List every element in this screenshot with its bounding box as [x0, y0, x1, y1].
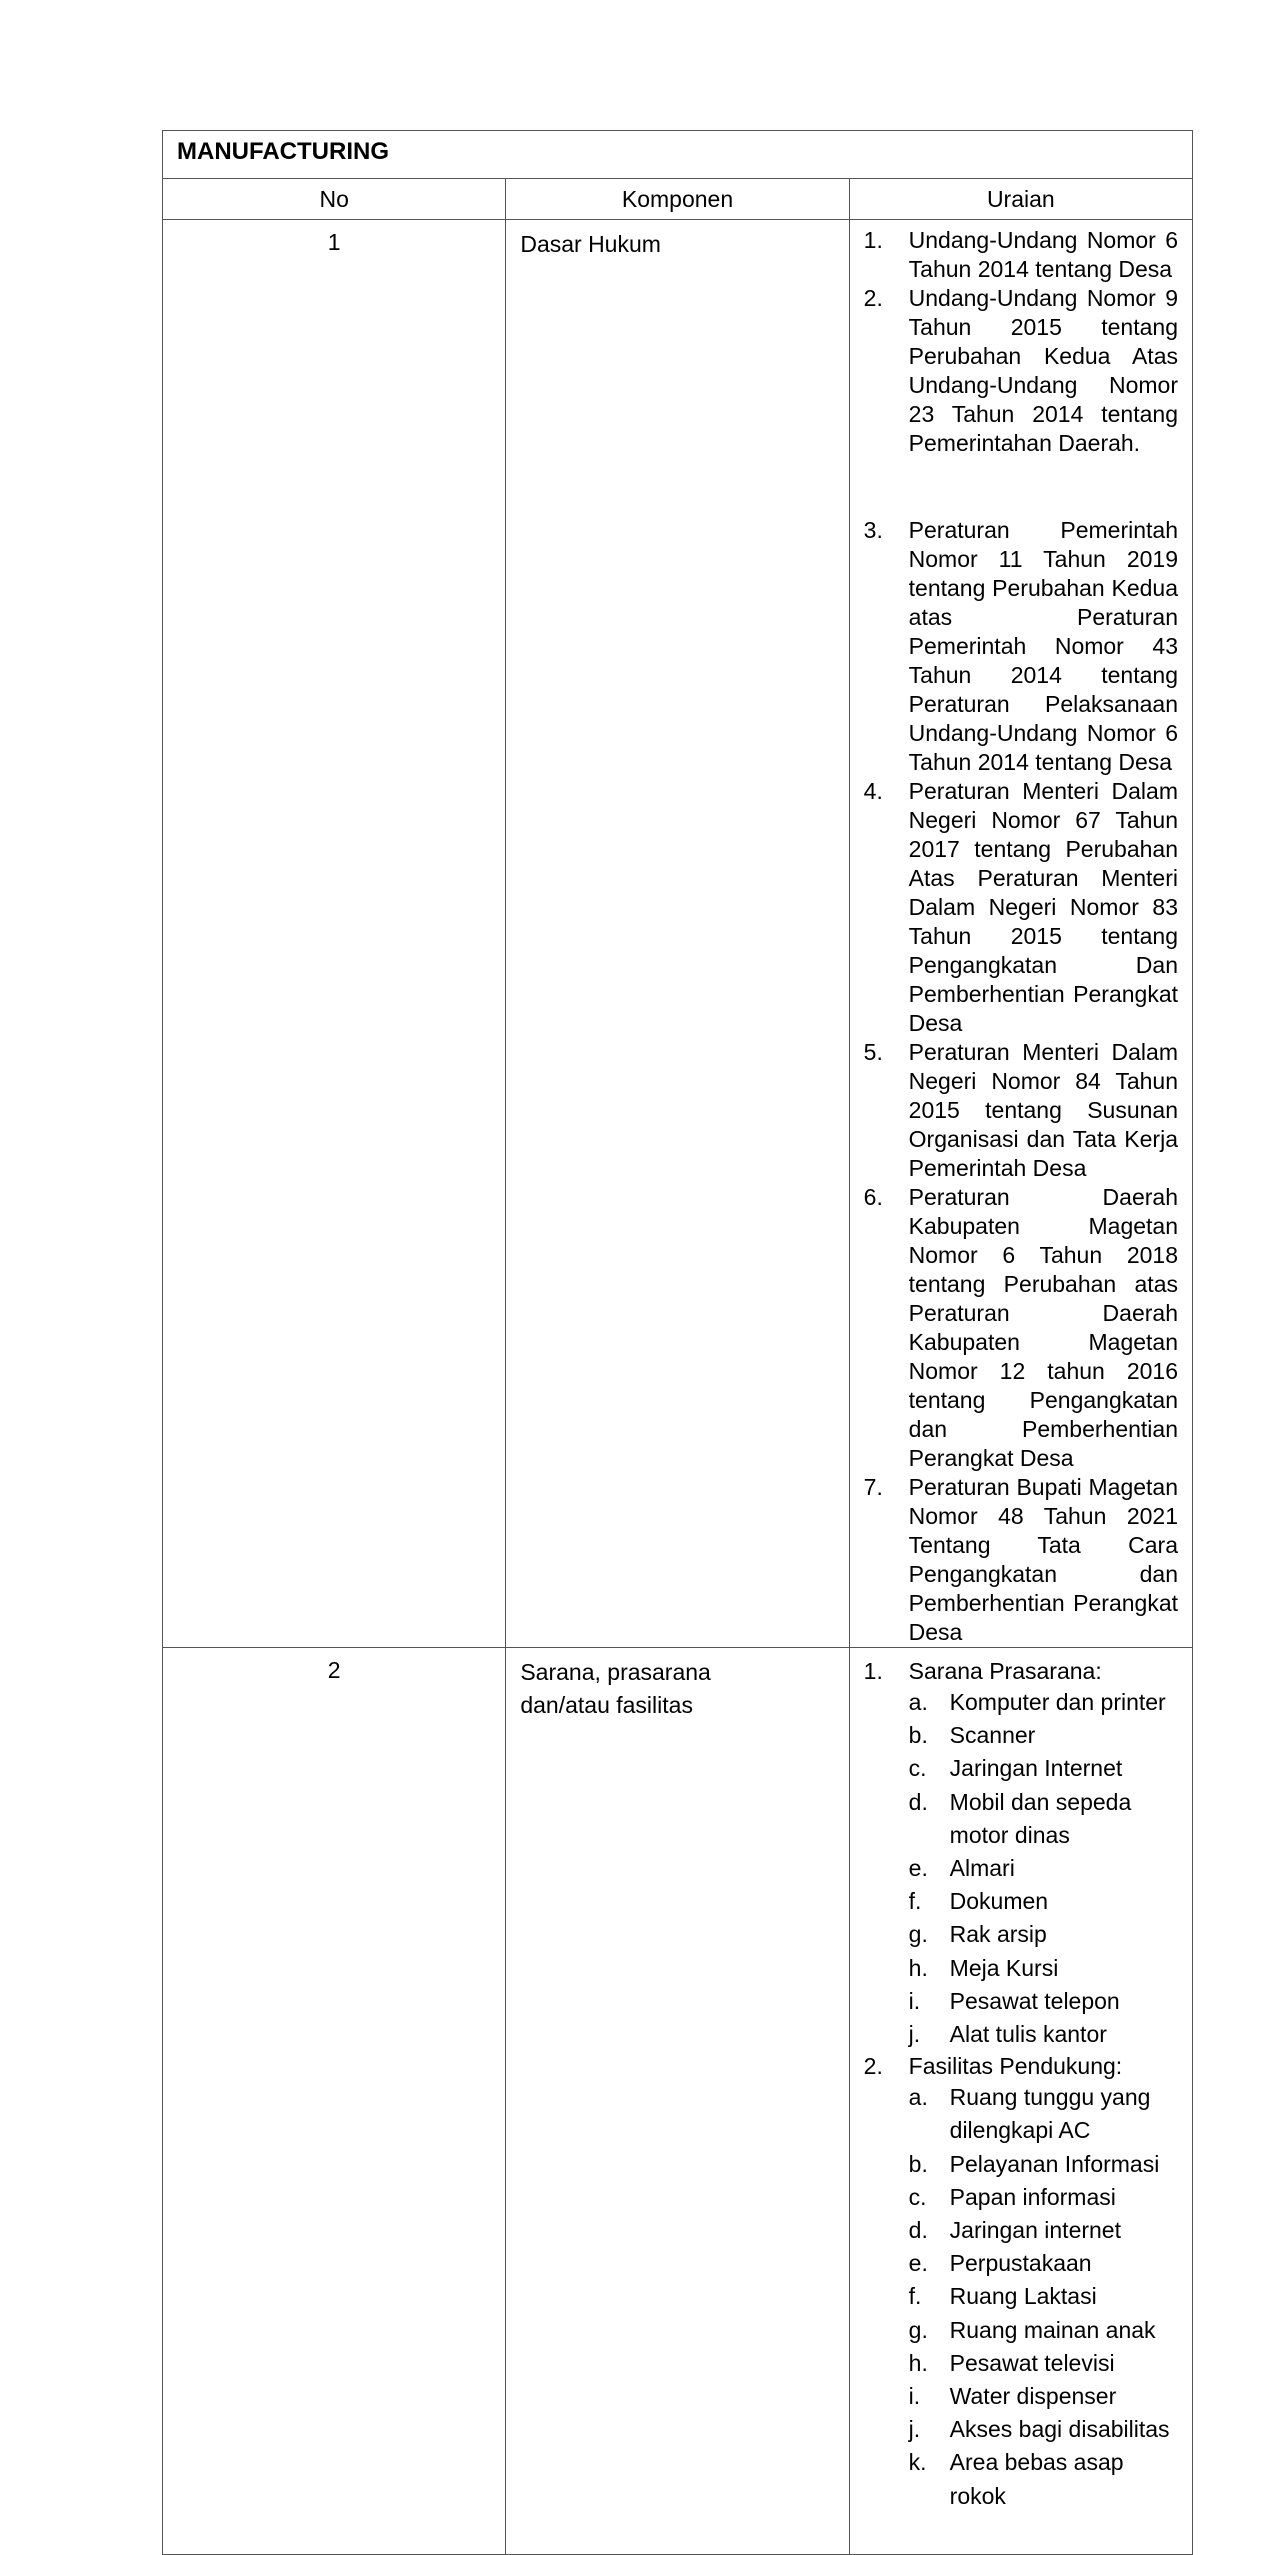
facility-sublist [864, 1686, 1178, 2051]
list-item [909, 2247, 1178, 2280]
list-item [909, 2380, 1178, 2413]
item-text: Ruang tunggu yang dilengkapi AC [949, 2084, 1151, 2144]
item-number: 5. [863, 1039, 883, 1065]
header-uraian: Uraian [849, 179, 1192, 220]
row-komponen [506, 220, 849, 1648]
item-letter: f. [908, 2283, 922, 2310]
item-text: Area bebas asap rokok [949, 2449, 1124, 2509]
list-item [909, 1885, 1178, 1918]
item-number: 2. [863, 285, 883, 311]
item-text: Almari [949, 1855, 1015, 1882]
list-item [909, 1686, 1178, 1719]
facility-sublist [864, 2081, 1178, 2513]
list-item [864, 1183, 1178, 1473]
item-letter: a. [908, 2084, 928, 2111]
table-row [163, 1648, 1193, 2555]
table-row [163, 220, 1193, 1648]
item-number: 6. [863, 1184, 883, 1210]
item-text: Rak arsip [949, 1921, 1047, 1948]
item-letter: g. [908, 1921, 928, 1948]
item-text: Undang-Undang Nomor 9 Tahun 2015 tentang Perubahan Kedua Atas Undang-Undang Nomor 23 Tahun 2014 tentang Pemerintahan Daerah. [908, 285, 1178, 456]
list-item [864, 516, 1178, 777]
item-letter: d. [908, 1788, 928, 1815]
row-number: 1 [163, 220, 506, 1648]
komponen-label-line1: Sarana, prasarana [520, 1659, 711, 1685]
list-item [864, 284, 1178, 458]
row-number: 2 [163, 1648, 506, 2555]
item-number: 7. [863, 1474, 883, 1500]
list-item [864, 1473, 1178, 1647]
item-number: 3. [863, 517, 883, 543]
header-no: No [163, 179, 506, 220]
list-item [909, 2413, 1178, 2446]
item-text: Dokumen [949, 1888, 1049, 1915]
item-text: Meja Kursi [949, 1954, 1059, 1981]
row-uraian [849, 220, 1192, 1648]
list-item [909, 2148, 1178, 2181]
list-item [909, 2280, 1178, 2313]
list-item [909, 1918, 1178, 1951]
item-letter: j. [908, 2021, 921, 2048]
item-text: Peraturan Menteri Dalam Negeri Nomor 84 Tahun 2015 tentang Susunan Organisasi dan Tata Kerja Pemerintah Desa [908, 1039, 1178, 1181]
row-komponen [506, 1648, 849, 2555]
facility-group [864, 2051, 1178, 2513]
item-text: Peraturan Bupati Magetan Nomor 48 Tahun 2021 Tentang Tata Cara Pengangkatan dan Pemberhentian Perangkat Desa [908, 1474, 1178, 1645]
group-heading: Fasilitas Pendukung: [908, 2053, 1123, 2080]
legal-basis-list [850, 220, 1192, 1647]
item-text: Ruang Laktasi [949, 2283, 1097, 2310]
list-item [909, 2314, 1178, 2347]
item-letter: e. [908, 1855, 928, 1882]
item-letter: b. [908, 2150, 928, 2177]
list-item [909, 1719, 1178, 1752]
group-heading: Sarana Prasarana: [908, 1658, 1102, 1684]
facilities-list [850, 1648, 1192, 2513]
list-item [909, 2214, 1178, 2247]
item-text: Alat tulis kantor [949, 2021, 1107, 2048]
row-uraian [849, 1648, 1192, 2555]
item-letter: h. [908, 2349, 928, 2376]
item-letter: e. [908, 2250, 928, 2277]
item-letter: d. [908, 2217, 928, 2244]
item-letter: i. [908, 1987, 921, 2014]
item-text: Komputer dan printer [949, 1689, 1166, 1715]
list-item [909, 1852, 1178, 1885]
item-letter: c. [908, 1755, 927, 1782]
list-item [909, 1752, 1178, 1785]
item-text: Peraturan Pemerintah Nomor 11 Tahun 2019 tentang Perubahan Kedua atas Peraturan Pemerintah Nomor 43 Tahun 2014 tentang Peraturan Pelaksanaan Undang-Undang Nomor 6 Tahun 2014 tentang Desa [908, 517, 1178, 775]
item-number: 4. [863, 778, 883, 804]
manufacturing-table [162, 130, 1193, 2555]
item-text: Jaringan internet [949, 2217, 1121, 2244]
list-item [909, 2347, 1178, 2380]
list-item [909, 1985, 1178, 2018]
item-text: Perpustakaan [949, 2250, 1092, 2277]
list-item [909, 2446, 1178, 2512]
item-text: Jaringan Internet [949, 1755, 1123, 1782]
item-letter: j. [908, 2416, 921, 2443]
item-text: Water dispenser [949, 2383, 1117, 2410]
item-text: Papan informasi [949, 2183, 1116, 2210]
group-number: 2. [863, 2053, 883, 2080]
item-text: Pesawat telepon [949, 1987, 1120, 2014]
list-item [864, 1038, 1178, 1183]
list-item [864, 226, 1178, 284]
komponen-label: Dasar Hukum [520, 231, 661, 257]
header-row [163, 179, 1193, 220]
list-item [864, 777, 1178, 1038]
item-text: Pelayanan Informasi [949, 2150, 1160, 2177]
header-komponen: Komponen [506, 179, 849, 220]
item-text: Peraturan Menteri Dalam Negeri Nomor 67 Tahun 2017 tentang Perubahan Atas Peraturan Menteri Dalam Negeri Nomor 83 Tahun 2015 tentang Pengangkatan Dan Pemberhentian Perangkat Desa [908, 778, 1178, 1036]
item-letter: f. [908, 1888, 922, 1915]
table-title: MANUFACTURING [163, 131, 1193, 179]
item-letter: k. [908, 2449, 927, 2476]
item-text: Ruang mainan anak [949, 2316, 1156, 2343]
list-item [909, 2081, 1178, 2147]
item-text: Mobil dan sepeda motor dinas [949, 1788, 1132, 1848]
item-letter: c. [908, 2183, 927, 2210]
item-text: Scanner [949, 1722, 1036, 1749]
item-text: Pesawat televisi [949, 2349, 1115, 2376]
item-text: Akses bagi disabilitas [949, 2416, 1170, 2443]
list-item [909, 1786, 1178, 1852]
list-item [909, 2181, 1178, 2214]
item-text: Undang-Undang Nomor 6 Tahun 2014 tentang Desa [908, 227, 1178, 282]
item-letter: h. [908, 1954, 928, 1981]
item-letter: a. [908, 1689, 928, 1715]
item-letter: i. [908, 2383, 921, 2410]
item-letter: b. [908, 1722, 928, 1749]
group-number: 1. [863, 1658, 883, 1684]
list-item [909, 2018, 1178, 2051]
komponen-label-line2: dan/atau fasilitas [520, 1692, 693, 1718]
facility-group [864, 1656, 1178, 2051]
item-text: Peraturan Daerah Kabupaten Magetan Nomor 6 Tahun 2018 tentang Perubahan atas Peraturan Daerah Kabupaten Magetan Nomor 12 tahun 2016 tentang Pengangkatan dan Pemberhentian Perangkat Desa [908, 1184, 1178, 1471]
item-letter: g. [908, 2316, 928, 2343]
item-number: 1. [863, 227, 883, 253]
list-item [909, 1952, 1178, 1985]
